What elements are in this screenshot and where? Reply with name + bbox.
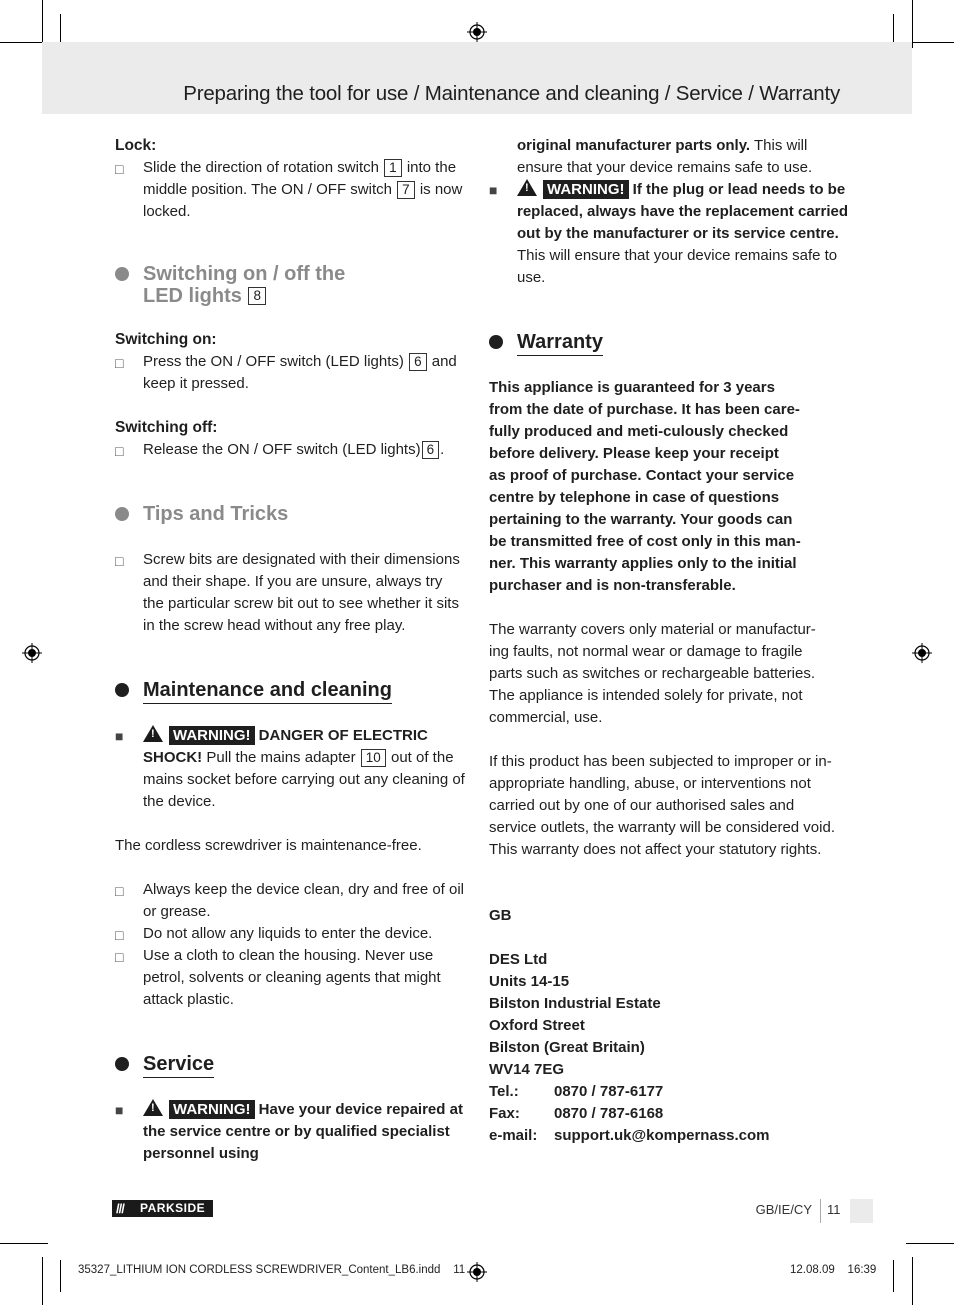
- part-ref: 8: [248, 287, 266, 305]
- lock-label: Lock:: [115, 137, 157, 154]
- fax-value: 0870 / 787-6168: [554, 1105, 664, 1122]
- warning-triangle-icon: !: [517, 179, 537, 196]
- warning-triangle-icon: !: [143, 725, 163, 742]
- warning-item: ■ ! WARNING! DANGER OF ELECTRIC SHOCK! Pull the mains adapter 10 out of the mains socket before carrying out any cleaning of the device.: [115, 727, 465, 810]
- bullet-dot-icon: [115, 683, 129, 697]
- warning-item: ■ ! WARNING! If the plug or lead needs to be replaced, always have the replacement carried out by the manufacturer or its service centre. This will ensure that your device remains safe to use.: [489, 181, 849, 286]
- crop-mark: [60, 1260, 61, 1292]
- list-item: □ Use a cloth to clean the housing. Never use petrol, solvents or cleaning agents that might attack plastic.: [115, 947, 441, 1008]
- crop-mark: [0, 1243, 48, 1244]
- bullet-dot-icon: [115, 267, 129, 281]
- checkbox-bullet-icon: □: [115, 161, 124, 177]
- crop-mark: [906, 1243, 954, 1244]
- right-column: [489, 135, 849, 1147]
- part-ref: 6: [422, 441, 440, 459]
- page-title: Preparing the tool for use / Maintenance and cleaning / Service / Warranty: [183, 82, 840, 105]
- crop-mark: [42, 1257, 43, 1305]
- crop-mark: [906, 42, 954, 43]
- tel-row: Tel.: 0870 / 787-6177: [489, 1081, 849, 1103]
- maintenance-free-text: The cordless screwdriver is maintenance-free.: [115, 837, 422, 854]
- warning-label: WARNING!: [169, 1100, 255, 1119]
- section-heading-warranty: Warranty: [489, 331, 849, 353]
- checkbox-bullet-icon: □: [115, 883, 124, 899]
- print-slug: 35327_LITHIUM ION CORDLESS SCREWDRIVER_Content_LB6.indd 11: [78, 1264, 466, 1276]
- filled-square-bullet-icon: ■: [489, 182, 498, 198]
- list-item: □ Do not allow any liquids to enter the device.: [115, 923, 467, 945]
- bullet-dot-icon: [489, 335, 503, 349]
- language-codes: GB/IE/CY: [755, 1202, 812, 1217]
- warranty-paragraph-1: The warranty covers only material or manufactur- ing faults, not normal wear or damage to fragile parts such as switches or rechargeable batteries. The appliance is intended solely for private, not commercial, use.: [489, 621, 816, 726]
- email-value: support.uk@kompernass.com: [554, 1127, 770, 1144]
- filled-square-bullet-icon: ■: [115, 728, 124, 744]
- warning-label: WARNING!: [543, 180, 629, 199]
- list-item: □ Always keep the device clean, dry and free of oil or grease.: [115, 881, 465, 920]
- crop-mark: [912, 1257, 913, 1305]
- registration-mark-icon: [22, 643, 42, 663]
- section-heading-switching: Switching on / off the LED lights 8: [115, 263, 467, 307]
- registration-mark-icon: [467, 22, 487, 42]
- list-item: □ Release the ON / OFF switch (LED lights) 6 .: [115, 439, 467, 461]
- registration-mark-icon: [912, 643, 932, 663]
- switching-on-label: Switching on:: [115, 331, 217, 348]
- crop-mark: [912, 0, 913, 48]
- page-number: 11: [827, 1202, 841, 1217]
- left-column: [115, 135, 467, 1165]
- list-item: □ Slide the direction of rotation switch 1 into the middle position. The ON / OFF switch 7 is now locked.: [115, 159, 463, 220]
- list-item: □ Press the ON / OFF switch (LED lights) 6 and keep it pressed.: [115, 353, 457, 392]
- fax-row: Fax: 0870 / 787-6168: [489, 1103, 849, 1125]
- crop-mark: [0, 42, 48, 43]
- checkbox-bullet-icon: □: [115, 553, 124, 569]
- list-item: □ Screw bits are designated with their dimensions and their shape. If you are unsure, always try the particular screw bit out to see whether it sits in the screw head without any free play.: [115, 551, 460, 634]
- print-slug-date: 12.08.09 16:39: [790, 1264, 877, 1276]
- crop-mark: [42, 0, 43, 48]
- checkbox-bullet-icon: □: [115, 949, 124, 965]
- filled-square-bullet-icon: ■: [115, 1102, 124, 1118]
- warranty-bold-paragraph: This appliance is guaranteed for 3 years from the date of purchase. It has been care- fully produced and meti-culously checked before delivery. Please keep your receipt as proof of purchase. Contact your service centre by telephone in case of questions pertaining to the warranty. Your goods can be transmitted free of cost only in this man- ner. This warranty applies only to the initial purchaser and is non-transferable.: [489, 379, 801, 594]
- registration-mark-icon: [467, 1262, 487, 1282]
- crop-mark: [893, 1260, 894, 1292]
- switching-off-label: Switching off:: [115, 419, 218, 436]
- checkbox-bullet-icon: □: [115, 355, 124, 371]
- service-address: GB DES Ltd Units 14-15 Bilston Industrial Estate Oxford Street Bilston (Great Britain) WV14 7EG Tel.: 0870 / 787-6177 Fax: 0870 / 787-6168 e-mail: support.uk@kompernass.com: [489, 905, 849, 1147]
- section-heading-tips: Tips and Tricks: [115, 503, 467, 525]
- parkside-logo: /// PARKSIDE: [112, 1200, 213, 1217]
- bullet-dot-icon: [115, 507, 129, 521]
- part-ref: 7: [397, 181, 415, 199]
- part-ref: 1: [384, 159, 402, 177]
- country-code: GB: [489, 907, 512, 924]
- service-continuation: original manufacturer parts only. This will ensure that your device remains safe to use.: [517, 137, 813, 176]
- page-tab: [850, 1199, 873, 1223]
- bullet-dot-icon: [115, 1057, 129, 1071]
- section-heading-maintenance: Maintenance and cleaning: [115, 679, 467, 701]
- email-row: e-mail: support.uk@kompernass.com: [489, 1125, 849, 1147]
- part-ref: 6: [409, 353, 427, 371]
- warranty-paragraph-2: If this product has been subjected to improper or in- appropriate handling, abuse, or interventions not carried out by one of our authorised sales and service outlets, the warranty will be considered void. This warranty does not affect your statutory rights.: [489, 753, 835, 858]
- warning-triangle-icon: !: [143, 1099, 163, 1116]
- tel-value: 0870 / 787-6177: [554, 1083, 664, 1100]
- warning-item: ■ ! WARNING! Have your device repaired at the service centre or by qualified specialist personnel using: [115, 1101, 463, 1162]
- part-ref: 10: [361, 749, 386, 767]
- checkbox-bullet-icon: □: [115, 927, 124, 943]
- warning-label: WARNING!: [169, 726, 255, 745]
- section-heading-service: Service: [115, 1053, 467, 1075]
- divider: [820, 1199, 821, 1223]
- checkbox-bullet-icon: □: [115, 443, 124, 459]
